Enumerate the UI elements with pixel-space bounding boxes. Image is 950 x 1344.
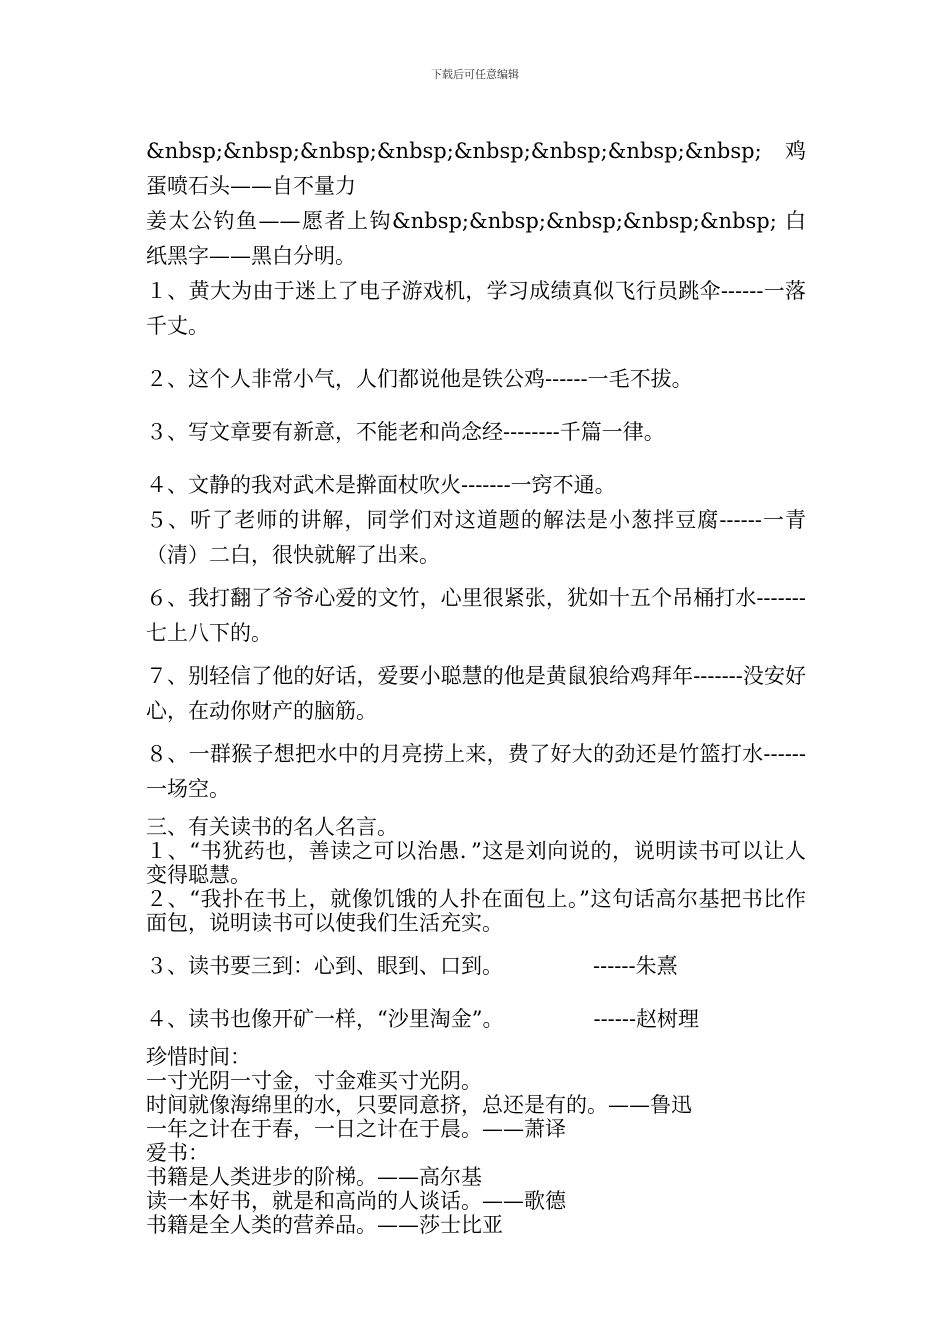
- sentence-3: ３、写文章要有新意，不能老和尚念经--------千篇一律。: [146, 420, 665, 444]
- section-3-title: 三、有关读书的名人名言。: [146, 815, 398, 839]
- quote-2: ２、“我扑在书上，就像饥饿的人扑在面包上。”这句话高尔基把书比作面包，说明读书可以使我们生活充实。: [146, 887, 806, 935]
- idiom-line-2: 姜太公钓鱼——愿者上钩&nbsp;&nbsp;&nbsp;&nbsp;&nbsp; 白纸黑字——黑白分明。: [146, 209, 806, 268]
- time-line-3: 一年之计在于春，一日之计在于晨。——萧译: [146, 1117, 566, 1141]
- sentence-4: ４、文静的我对武术是擀面杖吹火-------一窍不通。: [146, 473, 616, 497]
- books-line-3: 书籍是全人类的营养品。——莎士比亚: [146, 1213, 503, 1237]
- quote-3-text: ３、读书要三到：心到、眼到、口到。: [146, 954, 503, 978]
- time-line-2: 时间就像海绵里的水，只要同意挤，总还是有的。——鲁迅: [146, 1093, 692, 1117]
- document-body: [146, 134, 806, 1237]
- time-line-1: 一寸光阴一寸金，寸金难买寸光阴。: [146, 1069, 482, 1093]
- books-line-2: 读一本好书，就是和高尚的人谈话。——歌德: [146, 1189, 566, 1213]
- page-header: 下载后可任意编辑: [431, 68, 519, 81]
- quote-4: [146, 1002, 806, 1037]
- quote-4-text: ４、读书也像开矿一样，“沙里淘金”。: [146, 1007, 504, 1031]
- quote-3-author: ------朱熹: [593, 954, 678, 978]
- sentence-5: ５、听了老师的讲解，同学们对这道题的解法是小葱拌豆腐------一青（清）二白，很快就解了出来。: [146, 508, 806, 567]
- sentence-2: ２、这个人非常小气，人们都说他是铁公鸡------一毛不拔。: [146, 367, 693, 391]
- time-title: 珍惜时间：: [146, 1045, 251, 1069]
- sentence-8: ８、一群猴子想把水中的月亮捞上来，费了好大的劲还是竹篮打水------一场空。: [146, 742, 806, 801]
- books-title: 爱书：: [146, 1141, 209, 1165]
- quote-1: １、“书犹药也，善读之可以治愚．”这是刘向说的，说明读书可以让人变得聪慧。: [146, 839, 806, 887]
- quote-3: [146, 949, 806, 984]
- books-line-1: 书籍是人类进步的阶梯。——高尔基: [146, 1165, 482, 1189]
- sentence-7: ７、别轻信了他的好话，爱要小聪慧的他是黄鼠狼给鸡拜年-------没安好心，在动你财产的脑筋。: [146, 664, 806, 723]
- idiom-line-1: &nbsp;&nbsp;&nbsp;&nbsp;&nbsp;&nbsp;&nbsp;&nbsp; 鸡蛋喷石头——自不量力: [146, 139, 806, 198]
- quote-4-author: ------赵树理: [593, 1007, 700, 1031]
- sentence-6: ６、我打翻了爷爷心爱的文竹，心里很紧张，犹如十五个吊桶打水-------七上八下的。: [146, 586, 806, 645]
- sentence-1: １、黄大为由于迷上了电子游戏机，学习成绩真似飞行员跳伞------一落千丈。: [146, 279, 806, 338]
